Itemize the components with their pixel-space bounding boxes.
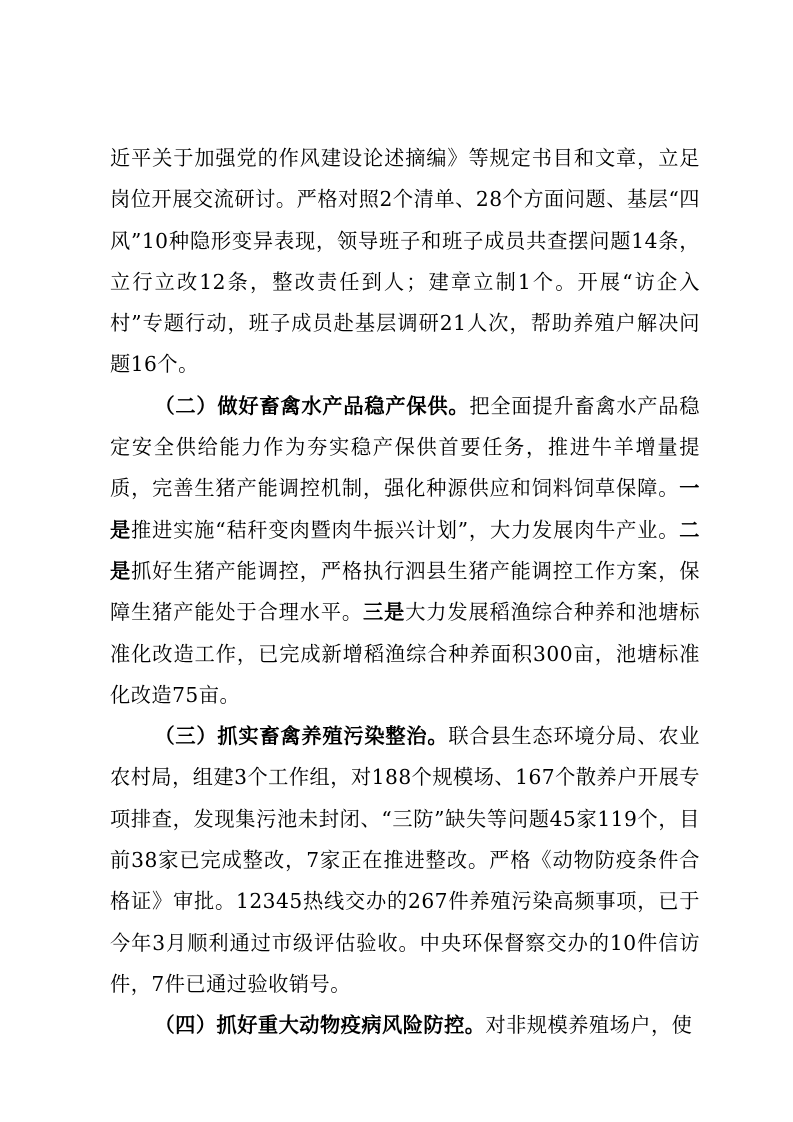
document-body xyxy=(110,138,700,1047)
section-heading: （四）抓好重大动物疫病风险防控。 xyxy=(154,1013,486,1038)
paragraph-study-rectification xyxy=(110,138,700,386)
lead-third: 三是 xyxy=(363,600,406,625)
item-third-text: 大力发展稻渔综合种养和池塘标准化改造工作，已完成新增稻渔综合种养面积300亩，池塘标准化改造75亩。 xyxy=(110,600,700,707)
section-text: 对非规模养殖场户，使 xyxy=(485,1013,693,1038)
item-second-text: 抓好生猪产能调控，严格执行泗县生猪产能调控工作方案，保障生猪产能处于合理水平。 xyxy=(110,558,700,625)
section-heading: （二）做好畜禽水产品稳产保供。 xyxy=(154,393,470,418)
paragraph-text: 近平关于加强党的作风建设论述摘编》等规定书目和文章，立足岗位开展交流研讨。严格对照2个清单、28个方面问题、基层“四风”10种隐形变异表现，领导班子和班子成员共查摆问题14条，立行立改12条，整改责任到人；建章立制1个。开展“访企入村”专题行动，班子成员赴基层调研21人次，帮助养殖户解决问题16个。 xyxy=(110,146,700,377)
section-heading: （三）抓实畜禽养殖污染整治。 xyxy=(154,724,449,749)
section-pollution-control xyxy=(110,716,700,1005)
lead-second: 二是 xyxy=(110,517,700,583)
section-text: 联合县生态环境分局、农业农村局，组建3个工作组，对188个规模场、167个散养户开展专项排查，发现集污池未封闭、“三防”缺失等问题45家119个，目前38家已完成整改，7家正在推进整改。严格《动物防疫条件合格证》审批。12345热线交办的267件养殖污染高频事项，已于今年3月顺利通过市级评估验收。中央环保督察交办的10件信访件，7件已通过验收销号。 xyxy=(110,724,700,996)
item-first-text: 推进实施“秸秆变肉暨肉牛振兴计划”，大力发展肉牛产业。 xyxy=(131,517,680,542)
section-stable-supply xyxy=(110,386,700,716)
section-intro: 把全面提升畜禽水产品稳定安全供给能力作为夯实稳产保供首要任务，推进牛羊增量提质，完善生猪产能调控机制，强化种源供应和饲料饲草保障。 xyxy=(110,393,700,501)
lead-first: 一是 xyxy=(110,476,700,542)
section-epidemic-prevention xyxy=(110,1005,700,1046)
